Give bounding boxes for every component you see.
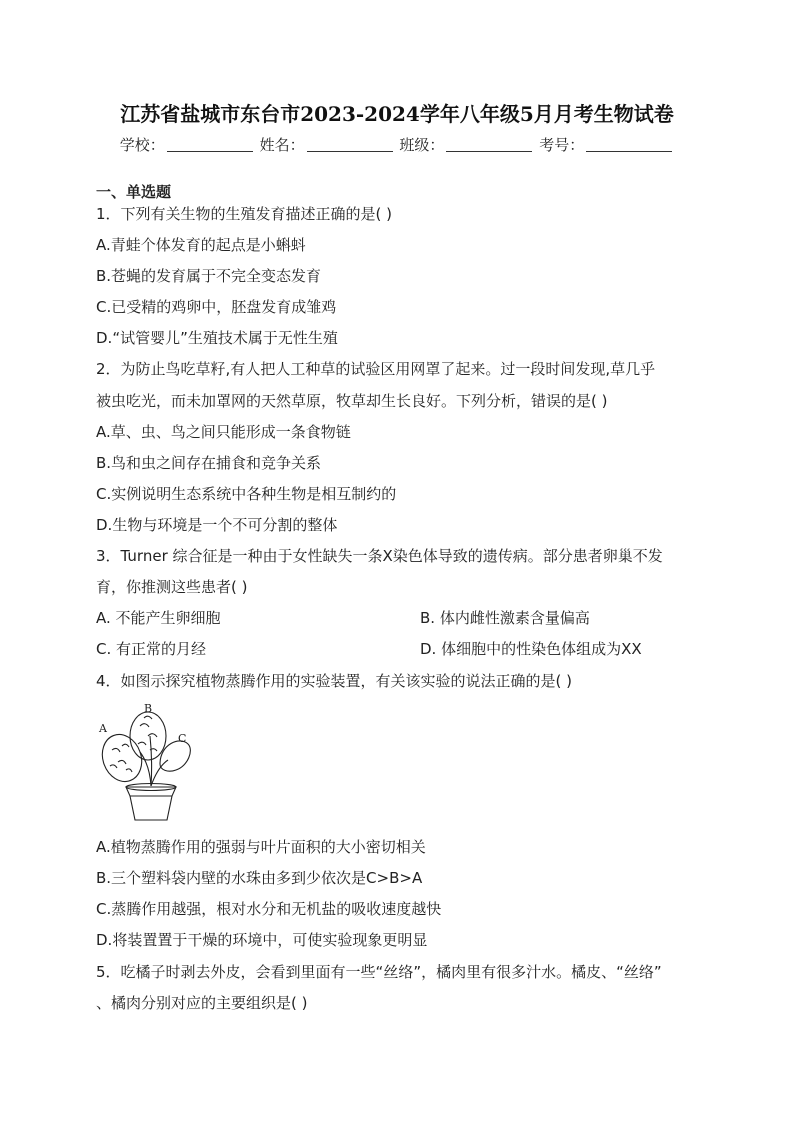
q4-option-b: B.三个塑料袋内壁的水珠由多到少依次是C>B>A [96,869,423,887]
q3-option-c: C. 有正常的月经 [96,640,207,658]
section-heading: 一、单选题 [96,183,172,201]
q3-stem-line2: 育，你推测这些患者( ) [96,578,248,596]
q2-option-b: B.鸟和虫之间存在捕食和竞争关系 [96,454,322,472]
q2-option-d: D.生物与环境是一个不可分割的整体 [96,516,338,534]
pot-body [130,796,172,820]
class-label: 班级： [399,136,445,154]
q1-option-c: C.已受精的鸡卵中，胚盘发育成雏鸡 [96,298,337,316]
pot-rim [126,787,176,796]
q1-stem: 1．下列有关生物的生殖发育描述正确的是( ) [96,205,393,223]
name-blank[interactable] [307,135,393,152]
q5-stem-line1: 5．吃橘子时剥去外皮，会看到里面有一些“丝络”，橘肉里有很多汁水。橘皮、“丝络” [96,963,662,981]
figure-label-b: B [144,702,153,715]
figure-label-a: A [99,722,107,735]
q4-option-c: C.蒸腾作用越强，根对水分和无机盐的吸收速度越快 [96,900,442,918]
q2-stem-line2: 被虫吃光，而未加罩网的天然草原，牧草却生长良好。下列分析，错误的是( ) [96,392,608,410]
number-label: 考号： [539,136,585,154]
number-blank[interactable] [586,135,672,152]
transpiration-apparatus-figure [96,700,206,825]
q2-option-a: A.草、虫、鸟之间只能形成一条食物链 [96,423,351,441]
q3-option-b: B. 体内雌性激素含量偏高 [420,609,590,627]
q1-option-b: B.苍蝇的发育属于不完全变态发育 [96,267,322,285]
q4-option-a: A.植物蒸腾作用的强弱与叶片面积的大小密切相关 [96,838,426,856]
school-blank[interactable] [167,135,253,152]
q4-option-d: D.将装置置于干燥的环境中，可使实验现象更明显 [96,931,428,949]
q3-option-d: D. 体细胞中的性染色体组成为XX [420,640,642,658]
exam-title: 江苏省盐城市东台市2023-2024学年八年级5月月考生物试卷 [120,102,674,126]
leaves-a [110,744,132,772]
q1-option-d: D.“试管婴儿”生殖技术属于无性生殖 [96,329,338,347]
student-info-row [0,134,794,155]
q2-option-c: C.实例说明生态系统中各种生物是相互制约的 [96,485,397,503]
q5-stem-line2: 、橘肉分别对应的主要组织是( ) [96,994,308,1012]
school-label: 学校： [119,136,165,154]
name-label: 姓名： [259,136,305,154]
class-blank[interactable] [446,135,532,152]
q1-option-a: A.青蛙个体发育的起点是小蝌蚪 [96,236,306,254]
q2-stem-line1: 2．为防止鸟吃草籽,有人把人工种草的试验区用网罩了起来。过一段时间发现,草几乎 [96,360,656,378]
q3-stem-line1: 3．Turner 综合征是一种由于女性缺失一条X染色体导致的遗传病。部分患者卵巢不发 [96,547,663,565]
q4-stem: 4．如图示探究植物蒸腾作用的实验装置，有关该实验的说法正确的是( ) [96,672,573,690]
leaves-b [138,716,157,751]
q3-option-a: A. 不能产生卵细胞 [96,609,221,627]
figure-label-c: C [178,732,187,745]
